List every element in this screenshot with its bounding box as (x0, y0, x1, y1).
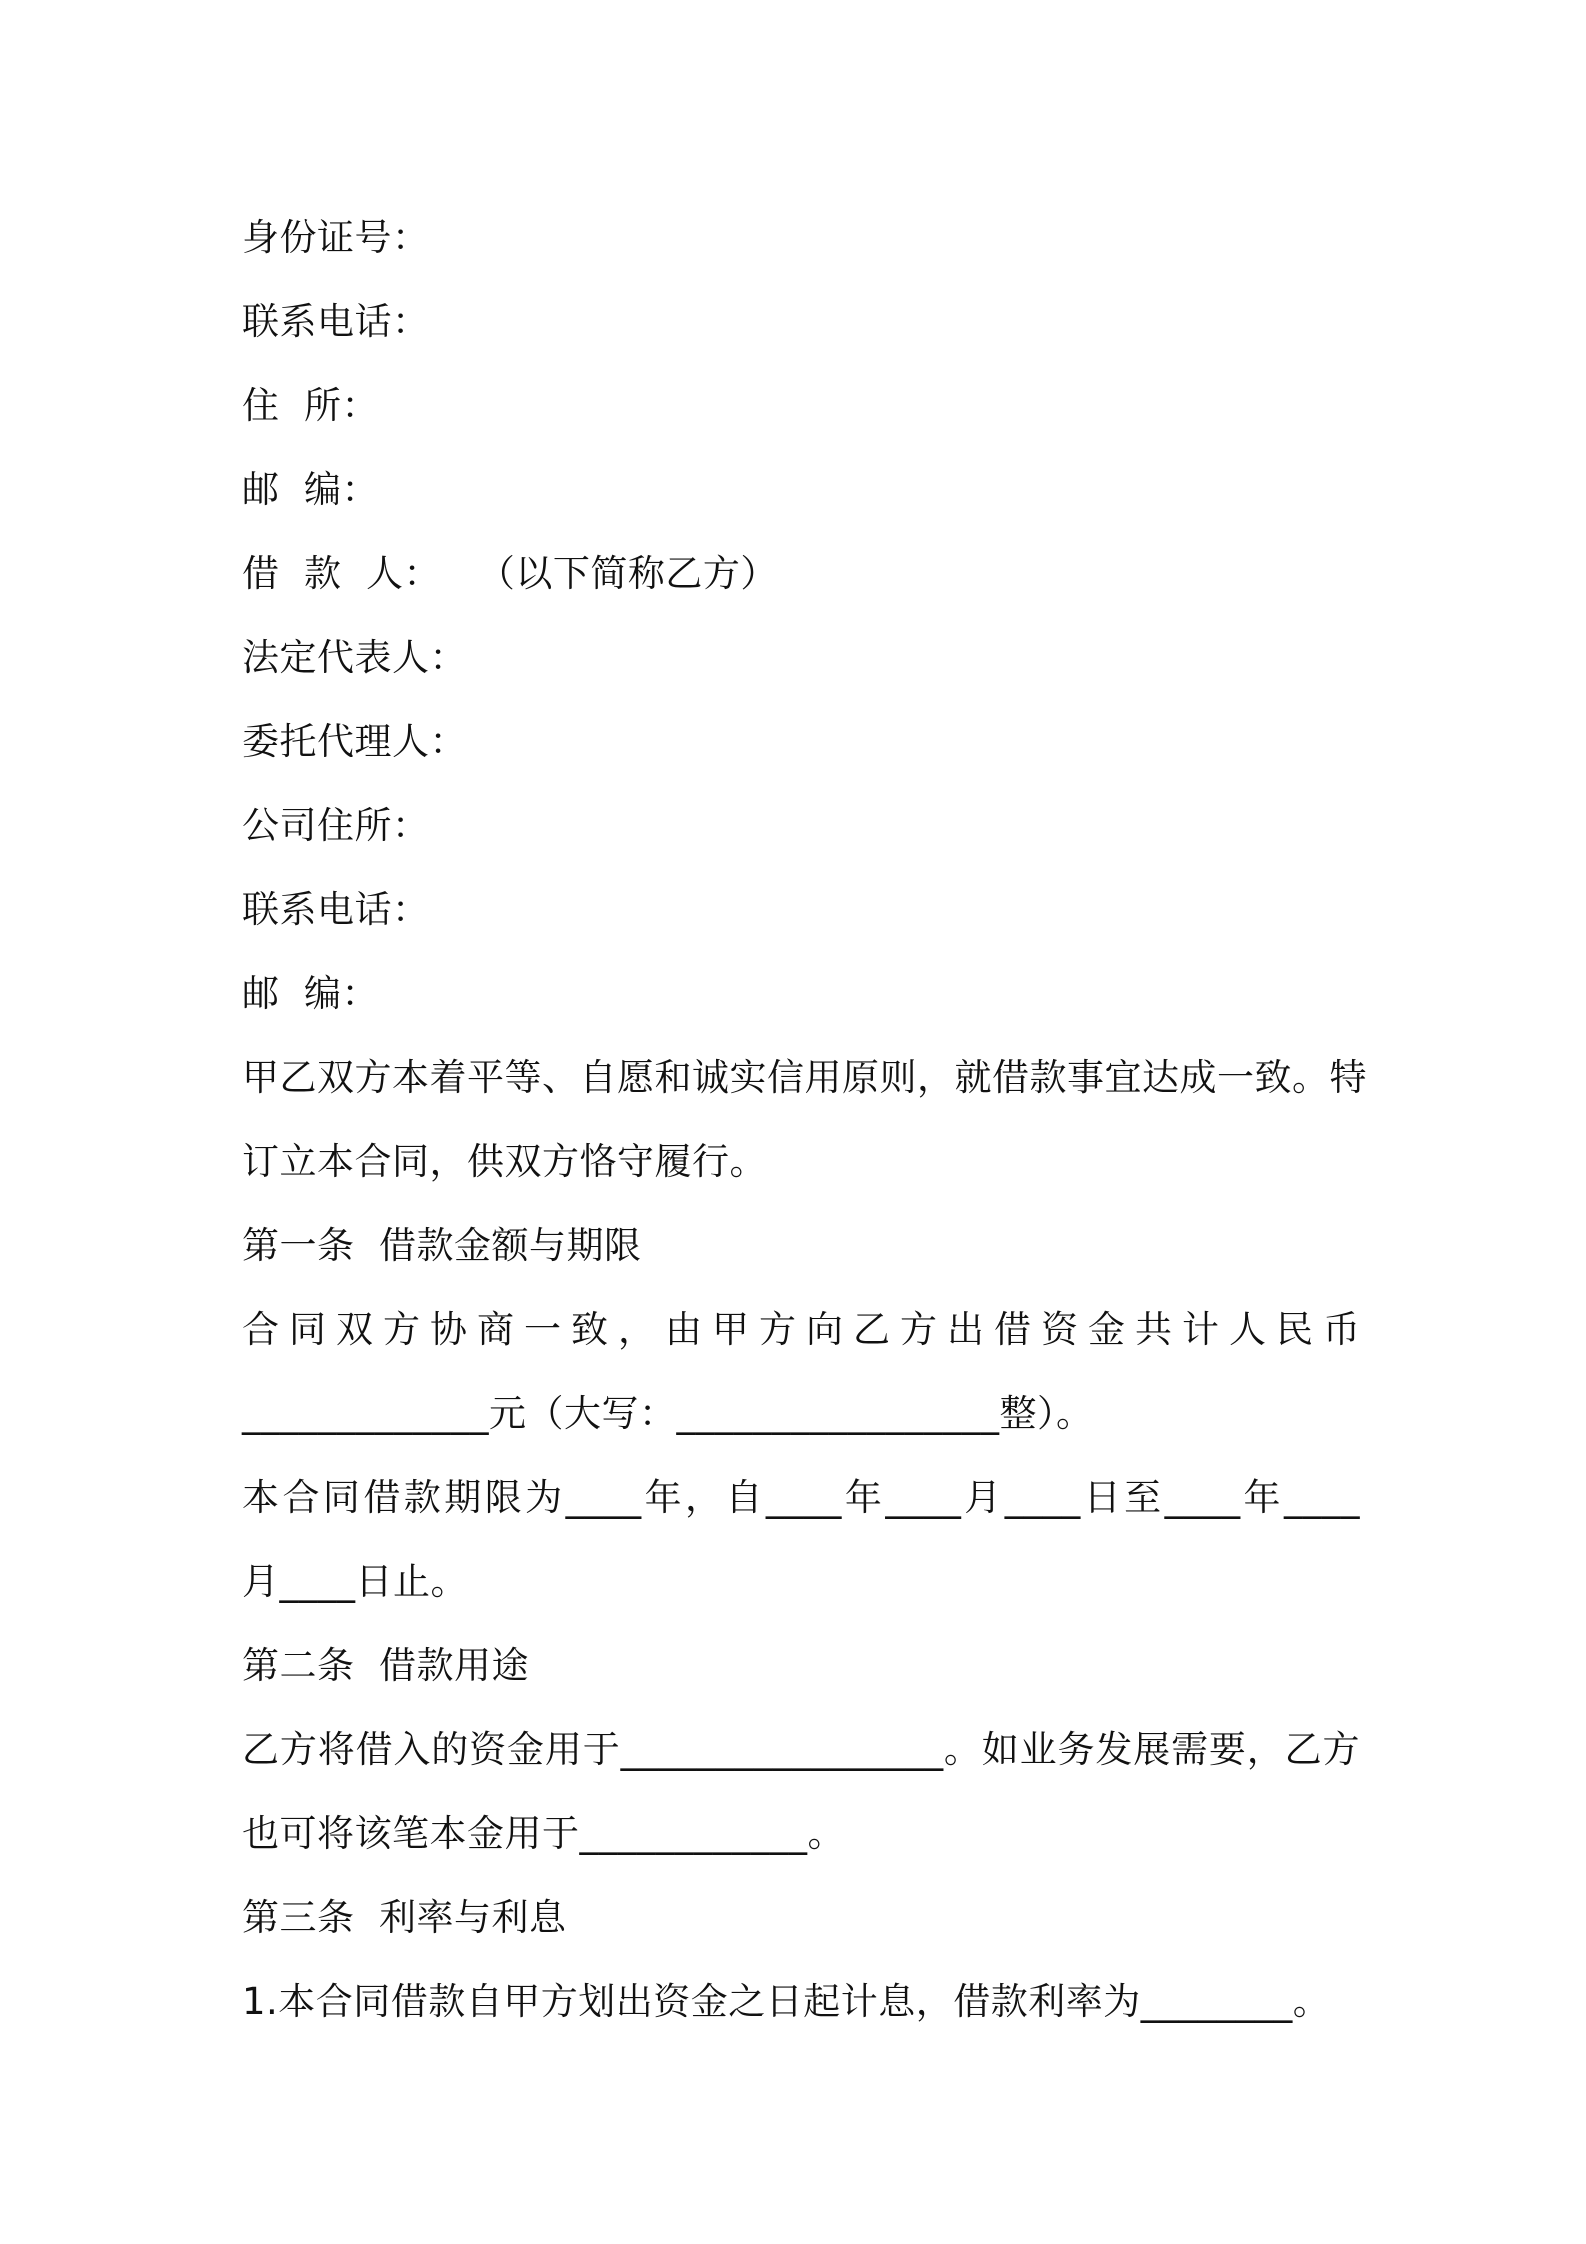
article-3-heading: 第三条 利率与利息 (242, 1896, 567, 1939)
article-2-paragraph-line-1: 乙方将借入的资金用于_________________。如业务发展需要，乙方 (242, 1728, 1360, 1771)
postcode-label: 邮 编： (242, 468, 380, 511)
loan-term-line-1: 本合同借款期限为____年，自____年____月____日至____年____ (242, 1476, 1360, 1519)
article-1-heading: 第一条 借款金额与期限 (242, 1224, 642, 1267)
article-1-paragraph-line-2: _____________元（大写：_________________整）。 (242, 1392, 1094, 1435)
postcode-label-2: 邮 编： (242, 972, 380, 1015)
article-1-paragraph-line-1: 合同双方协商一致，由甲方向乙方出借资金共计人民币 (242, 1308, 1370, 1351)
borrower-label: 借 款 人： （以下简称乙方） (242, 552, 778, 595)
company-address-label: 公司住所： (242, 804, 430, 847)
preamble-line-2: 订立本合同，供双方恪守履行。 (242, 1140, 767, 1183)
loan-term-line-2: 月____日止。 (242, 1560, 468, 1603)
preamble-line-1: 甲乙双方本着平等、自愿和诚实信用原则，就借款事宜达成一致。特 (242, 1056, 1367, 1099)
phone-label-2: 联系电话： (242, 888, 430, 931)
contract-document (242, 196, 1370, 2044)
legal-representative-label: 法定代表人： (242, 636, 467, 679)
article-3-clause-1: 1.本合同借款自甲方划出资金之日起计息，借款利率为________。 (242, 1980, 1331, 2023)
id-number-label: 身份证号： (242, 216, 430, 259)
authorized-agent-label: 委托代理人： (242, 720, 467, 763)
article-2-heading: 第二条 借款用途 (242, 1644, 530, 1687)
address-label: 住 所： (242, 384, 380, 427)
article-2-paragraph-line-2: 也可将该笔本金用于____________。 (242, 1812, 845, 1855)
phone-label: 联系电话： (242, 300, 430, 343)
